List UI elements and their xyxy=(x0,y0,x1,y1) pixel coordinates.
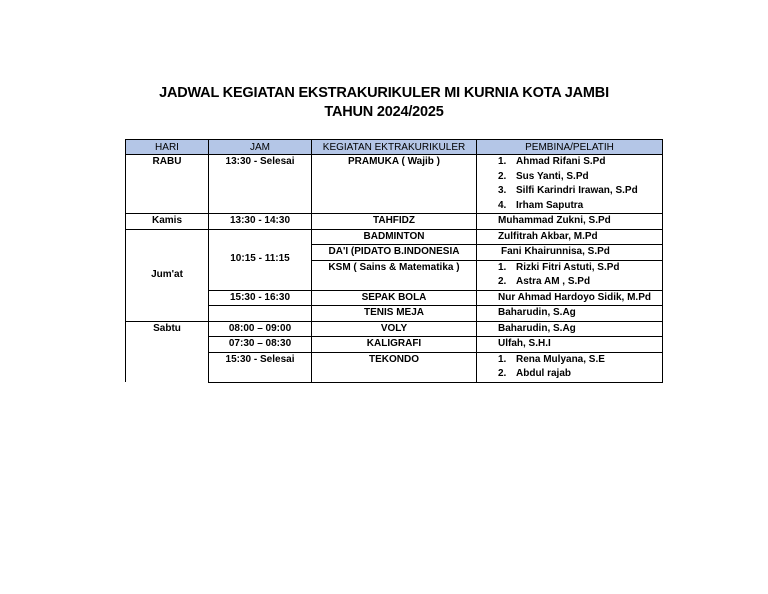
cell-jam-sabtu-1: 08:00 – 09:00 xyxy=(209,321,312,337)
table-row-jumat-badminton xyxy=(126,229,663,245)
cell-pembina-tahfidz: Muhammad Zukni, S.Pd xyxy=(477,214,663,230)
cell-kegiatan-tahfidz: TAHFIDZ xyxy=(312,214,477,230)
cell-pembina-sepakbola: Nur Ahmad Hardoyo Sidik, M.Pd xyxy=(477,290,663,306)
cell-kegiatan-voly: VOLY xyxy=(312,321,477,337)
cell-jam-kamis: 13:30 - 14:30 xyxy=(209,214,312,230)
cell-jam-jumat-2: 15:30 - 16:30 xyxy=(209,290,312,306)
cell-jam-sabtu-2: 07:30 – 08:30 xyxy=(209,337,312,353)
cell-pembina-badminton: Zulfitrah Akbar, M.Pd xyxy=(477,229,663,245)
list-item: 1. Rena Mulyana, S.E xyxy=(498,353,605,365)
list-item: 1. Ahmad Rifani S.Pd xyxy=(498,156,606,167)
cell-jam-jumat-1: 10:15 - 11:15 xyxy=(209,229,312,290)
cell-pembina-ksm-1 xyxy=(477,260,663,275)
cell-pembina-voly: Baharudin, S.Ag xyxy=(477,321,663,337)
cell-pembina-dai: Fani Khairunnisa, S.Pd xyxy=(477,245,663,261)
cell-hari-sabtu: Sabtu xyxy=(126,321,209,382)
pembina-list xyxy=(498,155,662,213)
list-item: 2. Abdul rajab xyxy=(498,368,572,379)
cell-kegiatan-pramuka: PRAMUKA ( Wajib ) xyxy=(312,155,477,214)
cell-pembina-tekondo-1 xyxy=(477,352,663,367)
table-row-rabu xyxy=(126,155,663,214)
cell-pembina-tekondo-2 xyxy=(477,367,663,382)
list-item: 4. Irham Saputra xyxy=(498,199,584,211)
cell-jam-jumat-2-cont xyxy=(209,306,312,322)
cell-pembina-ksm-2 xyxy=(477,275,663,290)
title-line-1: JADWAL KEGIATAN EKSTRAKURIKULER MI KURNIA KOTA JAMBI xyxy=(159,85,609,101)
list-item: 3. Silfi Karindri Irawan, S.Pd xyxy=(498,185,638,196)
cell-jam-rabu: 13:30 - Selesai xyxy=(209,155,312,214)
cell-kegiatan-sepakbola: SEPAK BOLA xyxy=(312,290,477,306)
document-title xyxy=(0,84,768,122)
cell-pembina-pramuka xyxy=(477,155,663,214)
cell-jam-sabtu-3: 15:30 - Selesai xyxy=(209,352,312,382)
schedule-table xyxy=(125,139,663,383)
list-item: 2. Astra AM , S.Pd xyxy=(498,276,591,287)
cell-kegiatan-kaligrafi: KALIGRAFI xyxy=(312,337,477,353)
title-line-2: TAHUN 2024/2025 xyxy=(324,104,444,120)
cell-kegiatan-ksm: KSM ( Sains & Matematika ) xyxy=(312,260,477,290)
cell-kegiatan-tenismeja: TENIS MEJA xyxy=(312,306,477,322)
cell-hari-jumat: Jum'at xyxy=(126,229,209,321)
cell-kegiatan-dai: DA'I (PIDATO B.INDONESIA xyxy=(312,245,477,261)
list-item: 1. Rizki Fitri Astuti, S.Pd xyxy=(498,261,620,273)
cell-kegiatan-tekondo: TEKONDO xyxy=(312,352,477,382)
cell-pembina-tenismeja: Baharudin, S.Ag xyxy=(477,306,663,322)
header-pembina: PEMBINA/PELATIH xyxy=(477,140,663,155)
table-row-kamis xyxy=(126,214,663,230)
header-kegiatan: KEGIATAN EKTRAKURIKULER xyxy=(312,140,477,155)
header-hari: HARI xyxy=(126,140,209,155)
cell-pembina-kaligrafi: Ulfah, S.H.I xyxy=(477,337,663,353)
cell-kegiatan-badminton: BADMINTON xyxy=(312,229,477,245)
table-header-row xyxy=(126,140,663,155)
header-jam: JAM xyxy=(209,140,312,155)
cell-hari-rabu: RABU xyxy=(126,155,209,214)
table-row-sabtu-voly xyxy=(126,321,663,337)
cell-hari-kamis: Kamis xyxy=(126,214,209,230)
list-item: 2. Sus Yanti, S.Pd xyxy=(498,170,589,182)
